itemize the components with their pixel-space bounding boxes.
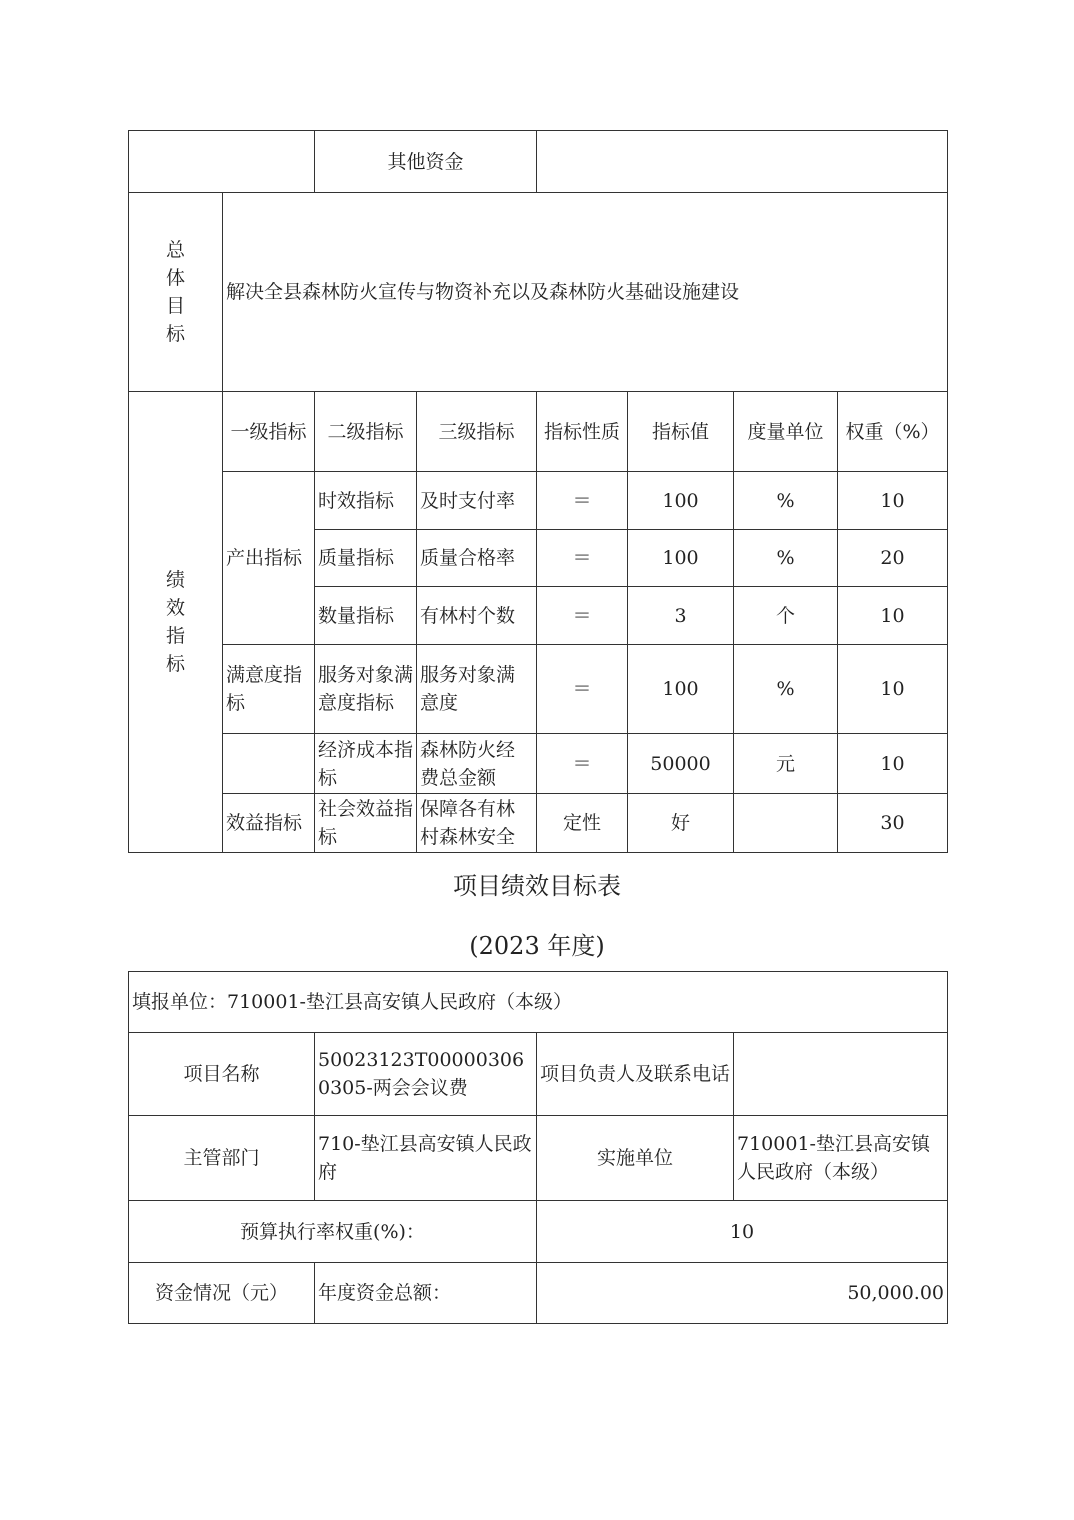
funds-label-text: 资金情况（元）: [154, 1282, 288, 1304]
contact-value: [734, 1033, 948, 1116]
header-nature: 指标性质: [537, 392, 628, 472]
reporting-unit: 填报单位：710001-垫江县高安镇人民政府（本级）: [129, 972, 948, 1033]
blank-cell: [223, 734, 315, 794]
row-value: 好: [628, 794, 734, 853]
row-unit: 个: [734, 587, 838, 645]
table-row: [129, 472, 948, 530]
budget-weight-value: 10: [537, 1201, 948, 1263]
row-l2: 服务对象满意度指标: [315, 645, 417, 734]
perf-label-text: 绩效指标: [165, 569, 185, 675]
other-funds-label: 其他资金: [315, 131, 537, 193]
row-nature: ＝: [537, 734, 628, 794]
row-value: 100: [628, 645, 734, 734]
header-l1: 一级指标: [223, 392, 315, 472]
contact-label: 项目负责人及联系电话: [537, 1033, 734, 1116]
funds-label: [129, 1263, 315, 1324]
row-l3: 及时支付率: [417, 472, 537, 530]
row-weight: 10: [838, 472, 948, 530]
row-nature: ＝: [537, 587, 628, 645]
annual-total-value: 50,000.00: [537, 1263, 948, 1324]
row-nature: ＝: [537, 530, 628, 587]
project-name-value: 50023123T000003060305-两会会议费: [315, 1033, 537, 1116]
year-subtitle: (2023 年度): [469, 932, 605, 960]
header-unit: 度量单位: [734, 392, 838, 472]
row-value: 50000: [628, 734, 734, 794]
header-l3: 三级指标: [417, 392, 537, 472]
row-value: 100: [628, 472, 734, 530]
row-weight: 30: [838, 794, 948, 853]
table-row: [129, 734, 948, 794]
row-l2: 时效指标: [315, 472, 417, 530]
row-l2: 社会效益指标: [315, 794, 417, 853]
row-l2: 数量指标: [315, 587, 417, 645]
impl-label: 实施单位: [537, 1116, 734, 1201]
budget-weight-label: 预算执行率权重(%)：: [129, 1201, 537, 1263]
overall-goal-text: 解决全县森林防火宣传与物资补充以及森林防火基础设施建设: [223, 193, 948, 392]
annual-total-label: 年度资金总额：: [315, 1263, 537, 1324]
row-weight: 20: [838, 530, 948, 587]
row-l2: 质量指标: [315, 530, 417, 587]
row-l2: 经济成本指标: [315, 734, 417, 794]
header-value: 指标值: [628, 392, 734, 472]
row-nature: 定性: [537, 794, 628, 853]
dept-value: 710-垫江县高安镇人民政府: [315, 1116, 537, 1201]
project-info-table: [128, 971, 948, 1324]
dept-label: 主管部门: [129, 1116, 315, 1201]
overall-goal-label-text: 总体目标: [165, 239, 185, 345]
row-value: 100: [628, 530, 734, 587]
perf-label: [129, 392, 223, 853]
project-name-label: 项目名称: [129, 1033, 315, 1116]
table-row: [129, 645, 948, 734]
row-unit: %: [734, 530, 838, 587]
row-l3: 质量合格率: [417, 530, 537, 587]
blank-cell: [129, 131, 315, 193]
performance-table: [128, 130, 948, 853]
impl-value: 710001-垫江县高安镇人民政府（本级）: [734, 1116, 948, 1201]
row-unit: %: [734, 472, 838, 530]
row-nature: ＝: [537, 645, 628, 734]
row-l3: 保障各有林村森林安全: [417, 794, 537, 853]
row-l3: 森林防火经费总金额: [417, 734, 537, 794]
row-unit: 元: [734, 734, 838, 794]
group-benefit: 效益指标: [223, 794, 315, 853]
overall-goal-label: [129, 193, 223, 392]
row-weight: 10: [838, 734, 948, 794]
table-row: [129, 794, 948, 853]
header-weight: 权重（%）: [838, 392, 948, 472]
row-l3: 有林村个数: [417, 587, 537, 645]
group-output: 产出指标: [223, 472, 315, 645]
row-unit: %: [734, 645, 838, 734]
other-funds-value: [537, 131, 948, 193]
row-weight: 10: [838, 587, 948, 645]
group-satisfaction: 满意度指标: [223, 645, 315, 734]
row-l3: 服务对象满意度: [417, 645, 537, 734]
page-title: 项目绩效目标表: [453, 872, 621, 900]
row-unit: [734, 794, 838, 853]
row-nature: ＝: [537, 472, 628, 530]
header-l2: 二级指标: [315, 392, 417, 472]
row-value: 3: [628, 587, 734, 645]
row-weight: 10: [838, 645, 948, 734]
